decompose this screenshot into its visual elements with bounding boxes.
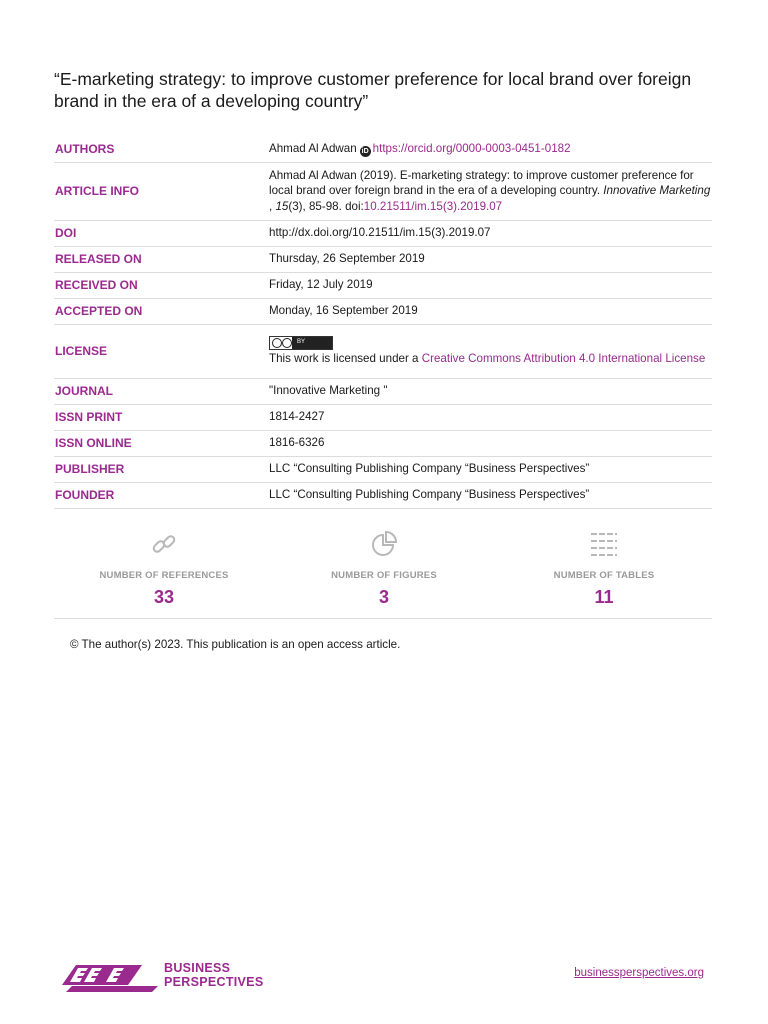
article-info-label: ARTICLE INFO [54,162,269,220]
orcid-link[interactable]: https://orcid.org/0000-0003-0451-0182 [372,141,571,155]
publisher-website-link[interactable]: businessperspectives.org [574,967,704,979]
cc-by-license-icon[interactable] [269,336,333,350]
citation-doi-link[interactable]: 10.21511/im.15(3).2019.07 [363,199,503,213]
article-info-value [269,162,712,220]
article-metadata-table [54,136,712,509]
row-accepted-on [54,298,712,324]
released-on-label: RELEASED ON [54,246,269,272]
row-founder [54,482,712,508]
accepted-on-label: ACCEPTED ON [54,298,269,324]
license-link[interactable]: Creative Commons Attribution 4.0 International License [421,352,706,365]
stat-tables-value: 11 [594,587,614,607]
row-received-on [54,272,712,298]
license-label: LICENSE [54,324,269,378]
logo-line-1: BUSINESS [164,961,231,975]
stat-tables-label: NUMBER OF TABLES [553,570,655,581]
received-on-value: Friday, 12 July 2019 [269,272,712,298]
stat-tables [514,526,694,608]
cc-by-text: BY [297,339,306,346]
row-authors [54,136,712,162]
citation-separator: , [269,199,276,213]
citation-volume: 15 [275,199,289,213]
orcid-icon: iD [361,147,369,155]
issn-online-value: 1816-6326 [269,430,712,456]
publisher-value: LLC “Consulting Publishing Company “Business Perspectives” [269,456,712,482]
row-issn-online [54,430,712,456]
received-on-label: RECEIVED ON [54,272,269,298]
authors-label: AUTHORS [54,136,269,162]
pie-chart-icon [370,530,398,558]
journal-value: "Innovative Marketing " [269,378,712,404]
stat-figures-label: NUMBER OF FIGURES [331,570,437,581]
founder-value: LLC “Consulting Publishing Company “Business Perspectives” [269,482,712,508]
row-journal [54,378,712,404]
accepted-on-value: Monday, 16 September 2019 [269,298,712,324]
stat-references-value: 33 [153,587,175,607]
citation-text: Ahmad Al Adwan (2019). E-marketing strategy: to improve customer preference for local brand over foreign brand in the era of a developing country. [269,168,694,198]
row-license [54,324,712,378]
stat-references-label: NUMBER OF REFERENCES [99,570,229,581]
row-publisher [54,456,712,482]
stat-figures [294,526,474,608]
table-icon [590,530,618,558]
row-released-on [54,246,712,272]
publisher-label: PUBLISHER [54,456,269,482]
citation-journal: Innovative Marketing [603,184,711,198]
logo-wordmark [164,961,263,989]
copyright-notice: © The author(s) 2023. This publication is an open access article. [70,638,401,651]
journal-label: JOURNAL [54,378,269,404]
business-perspectives-logo-icon [62,955,162,995]
article-title: “E-marketing strategy: to improve customer preference for local brand over foreign brand in the era of a developing country” [54,69,692,111]
author-name: Ahmad Al Adwan [269,141,357,155]
link-icon [150,530,178,558]
issn-print-value: 1814-2427 [269,404,712,430]
citation-issue-pages: (3), 85-98. doi: [288,199,364,213]
license-text: This work is licensed under a [269,352,419,365]
stat-figures-value: 3 [378,587,389,607]
authors-value [269,136,712,162]
founder-label: FOUNDER [54,482,269,508]
row-issn-print [54,404,712,430]
article-stats [54,526,712,619]
license-value [269,324,712,378]
row-article-info [54,162,712,220]
doi-label: DOI [54,220,269,246]
row-doi [54,220,712,246]
logo-line-2: PERSPECTIVES [164,975,264,989]
issn-online-label: ISSN ONLINE [54,430,269,456]
issn-print-label: ISSN PRINT [54,404,269,430]
doi-value: http://dx.doi.org/10.21511/im.15(3).2019.07 [269,220,712,246]
released-on-value: Thursday, 26 September 2019 [269,246,712,272]
stat-references [74,526,254,608]
